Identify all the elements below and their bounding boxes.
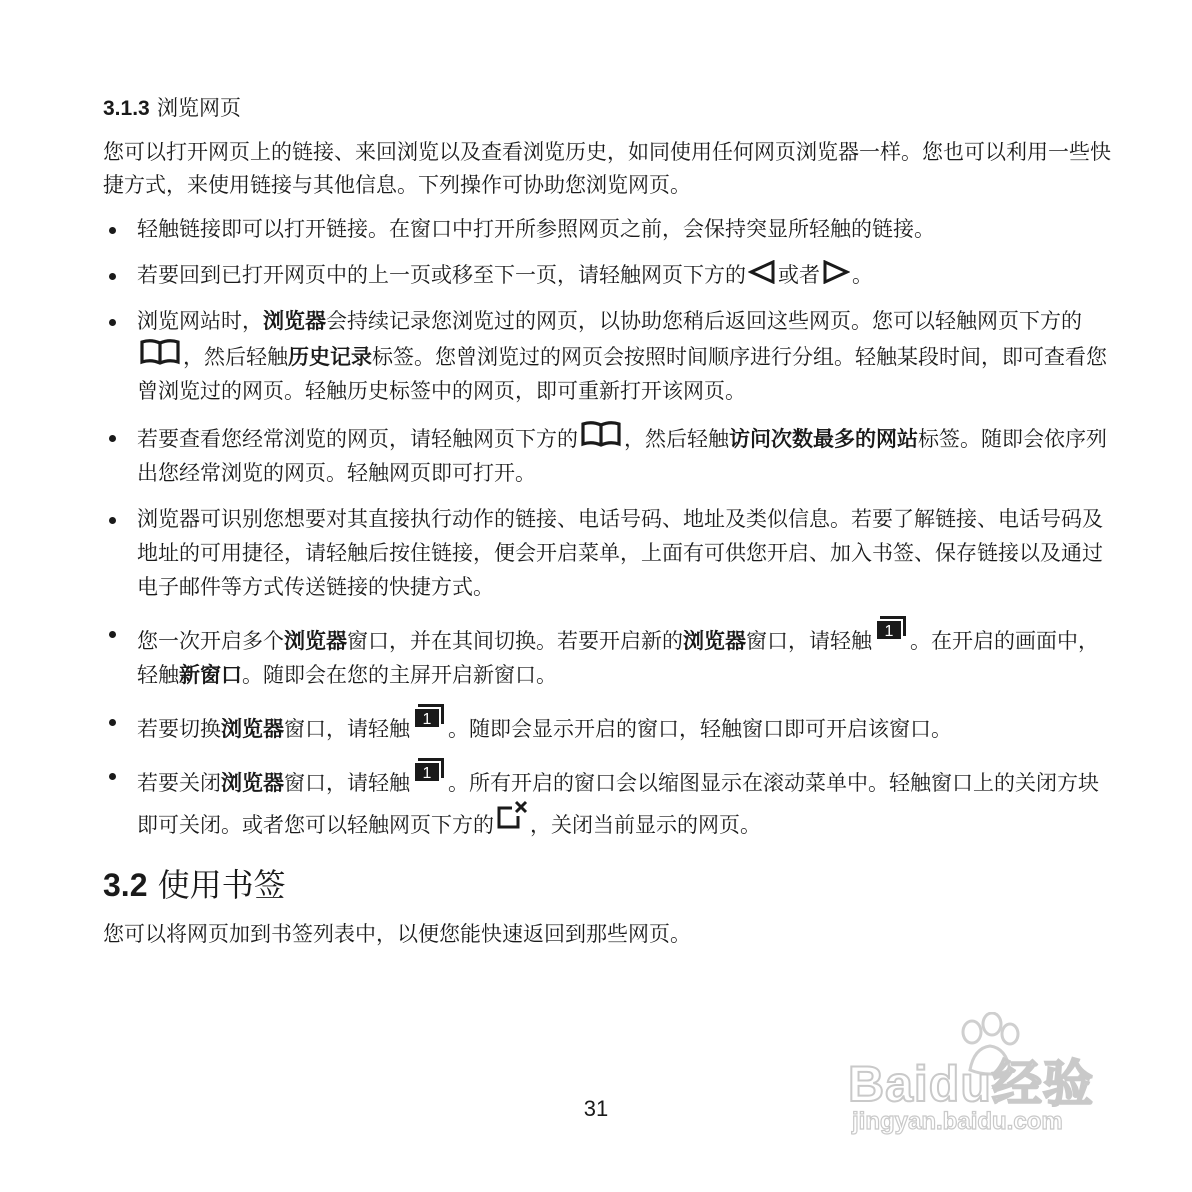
bullet-text: 。在开启的画面中，轻触 bbox=[137, 629, 1099, 687]
bullet-text: ，然后轻触 bbox=[183, 345, 288, 369]
window-count-icon bbox=[874, 616, 908, 642]
bold-term: 历史记录 bbox=[288, 345, 372, 369]
bullet-text: ，关闭当前显示的网页。 bbox=[530, 813, 761, 837]
section-heading bbox=[103, 92, 1115, 122]
bullet-text: 。随即会在您的主屏开启新窗口。 bbox=[242, 663, 557, 687]
baidu-watermark bbox=[840, 1012, 1130, 1152]
bullet-dot bbox=[109, 773, 116, 780]
bullet-text: 窗口，请轻触 bbox=[284, 771, 410, 795]
bullet-text: 若要切换 bbox=[137, 717, 221, 741]
bullet-dot bbox=[109, 435, 116, 442]
bullet-item bbox=[103, 420, 1115, 490]
bullet-item bbox=[103, 758, 1115, 842]
bullet-text: 若要关闭 bbox=[137, 771, 221, 795]
bullet-text: 。随即会显示开启的窗口，轻触窗口即可开启该窗口。 bbox=[448, 717, 952, 741]
bold-term: 访问次数最多的网站 bbox=[729, 427, 918, 451]
bullet-text: ，然后轻触 bbox=[624, 427, 729, 451]
bullet-text: 窗口，并在其间切换。若要开启新的 bbox=[347, 629, 683, 653]
open-book-icon bbox=[139, 338, 181, 366]
section-intro: 您可以打开网页上的链接、来回浏览以及查看浏览历史，如同使用任何网页浏览器一样。您也可以利用一些快捷方式，来使用链接与其他信息。下列操作可协助您浏览网页。 bbox=[103, 140, 1111, 197]
svg-text:1: 1 bbox=[422, 711, 432, 728]
bold-term: 浏览器 bbox=[221, 717, 284, 741]
bullet-list bbox=[103, 212, 1115, 842]
bullet-text: 浏览网站时， bbox=[137, 309, 263, 333]
bullet-text: 若要查看您经常浏览的网页，请轻触网页下方的 bbox=[137, 427, 578, 451]
bullet-item bbox=[103, 502, 1115, 604]
bullet-dot bbox=[109, 319, 116, 326]
bullet-text: 会持续记录您浏览过的网页，以协助您稍后返回这些网页。您可以轻触网页下方的 bbox=[326, 309, 1082, 333]
page-number: 31 bbox=[583, 1096, 609, 1121]
bullet-item bbox=[103, 704, 1115, 746]
bullet-item bbox=[103, 304, 1115, 408]
bullet-dot bbox=[109, 719, 116, 726]
bullet-dot bbox=[109, 517, 116, 524]
bullet-text: 若要回到已打开网页中的上一页或移至下一页，请轻触网页下方的 bbox=[137, 263, 746, 287]
bullet-text: 。 bbox=[852, 263, 873, 287]
bullet-item bbox=[103, 616, 1115, 692]
section2-number: 3.2 bbox=[103, 867, 148, 903]
bullet-text: 标签。您曾浏览过的网页会按照时间顺序进行分组。轻触某段时间，即可查看您曾浏览过的网页。轻触历史标签中的网页，即可重新打开该网页。 bbox=[137, 345, 1107, 403]
back-triangle-icon bbox=[748, 260, 776, 284]
bold-term: 新窗口 bbox=[179, 663, 242, 687]
bullet-text: 标签。随即会依序列出您经常浏览的网页。轻触网页即可打开。 bbox=[137, 427, 1107, 485]
bold-term: 浏览器 bbox=[221, 771, 284, 795]
bold-term: 浏览器 bbox=[284, 629, 347, 653]
document-page bbox=[103, 92, 1115, 951]
bold-term: 浏览器 bbox=[263, 309, 326, 333]
section2-title: 使用书签 bbox=[157, 866, 286, 904]
bullet-text: 浏览器可识别您想要对其直接执行动作的链接、电话号码、地址及类似信息。若要了解链接、电话号码及地址的可用捷径，请轻触后按住链接，便会开启菜单，上面有可供您开启、加入书签、保存链接以及通过电子邮件等方式传送链接的快捷方式。 bbox=[137, 507, 1103, 599]
bullet-dot bbox=[109, 227, 116, 234]
bullet-item bbox=[103, 258, 1115, 292]
bullet-text: 或者 bbox=[778, 263, 820, 287]
bullet-text: 您一次开启多个 bbox=[137, 629, 284, 653]
section2-intro: 您可以将网页加到书签列表中，以便您能快速返回到那些网页。 bbox=[103, 922, 691, 946]
bullet-text: 轻触链接即可以打开链接。在窗口中打开所参照网页之前，会保持突显所轻触的链接。 bbox=[137, 217, 935, 241]
svg-text:1: 1 bbox=[422, 765, 432, 782]
svg-text:1: 1 bbox=[884, 623, 894, 640]
section-title: 浏览网页 bbox=[157, 96, 242, 120]
forward-triangle-icon bbox=[822, 260, 850, 284]
bold-term: 浏览器 bbox=[683, 629, 746, 653]
section2-heading bbox=[103, 860, 1115, 906]
window-count-icon bbox=[412, 704, 446, 730]
section-number: 3.1.3 bbox=[103, 97, 150, 120]
bullet-text: 窗口，请轻触 bbox=[284, 717, 410, 741]
bullet-item bbox=[103, 212, 1115, 246]
bullet-text: 。所有开启的窗口会以缩图显示在滚动菜单中。轻触窗口上的关闭方块即可关闭。或者您可以轻触网页下方的 bbox=[137, 771, 1099, 837]
watermark-brand: Baidu经验 bbox=[848, 1056, 1094, 1112]
bullet-dot bbox=[109, 273, 116, 280]
window-count-icon bbox=[412, 758, 446, 784]
watermark-url: jingyan.baidu.com bbox=[852, 1108, 1063, 1135]
close-window-icon bbox=[496, 800, 528, 830]
bullet-dot bbox=[109, 631, 116, 638]
bullet-text: 窗口，请轻触 bbox=[746, 629, 872, 653]
open-book-icon bbox=[580, 420, 622, 448]
